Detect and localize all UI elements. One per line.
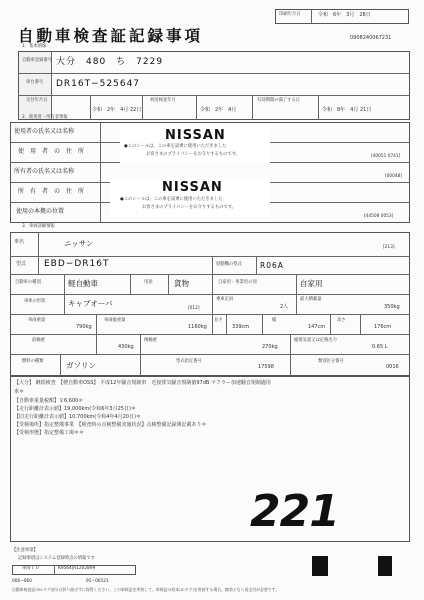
chassis-number: DR16T−525647 xyxy=(56,79,141,89)
sticker-text-line2: お客さまのプライバシーをお守りするものです。 xyxy=(142,205,236,210)
address-code-1: [40051 0741] xyxy=(371,154,401,159)
displacement: 0.65 L xyxy=(372,344,388,350)
business-label: 自家用・事業用の別 xyxy=(218,280,257,285)
first-reg-label: 初度検査年月 xyxy=(150,98,176,103)
maker-code: [213] xyxy=(383,245,395,250)
section-basic-info-heading: 1．基本情報 xyxy=(22,44,47,49)
capacity: 2人 xyxy=(280,304,289,310)
ic-tag-mark-right xyxy=(378,556,392,576)
remarks-line-2: 車＊ xyxy=(14,389,25,395)
vehicle-id-label: 車両ＩＤ xyxy=(22,566,40,571)
gross-weight-label: 車両総重量 xyxy=(104,318,126,323)
remarks-line-7: 【受検形態】指定整備工場＊＊ xyxy=(14,430,85,436)
gross-weight: 1160kg xyxy=(188,324,207,330)
max-load: 350kg xyxy=(384,304,400,310)
vehicle-type: 軽自動車 xyxy=(68,279,98,288)
rear-axle-weight: 270kg xyxy=(262,344,278,350)
vehicle-id: K9564|R1202899 xyxy=(58,566,96,571)
body-shape-code: [012] xyxy=(188,306,200,311)
category-number: 0016 xyxy=(386,364,399,370)
capacity-label: 乗車定員 xyxy=(216,297,234,302)
displacement-label: 総排気量又は定格出力 xyxy=(294,338,337,343)
notes-label: 【注意事項】 xyxy=(12,548,38,553)
height: 176cm xyxy=(374,324,392,330)
vehicle-use: 貨物 xyxy=(174,279,189,288)
remarks-line-6: 【受検場所】指定整備事業 【検査時の点検整備実施状況】点検整備記録簿記載あり＊ xyxy=(14,422,207,428)
document-number: 0908240067231 xyxy=(350,35,392,41)
owner-name-label: 所有者の氏名又は名称 xyxy=(14,168,75,175)
fuel-label: 燃料の種類 xyxy=(22,359,44,364)
address-code-3: [44508 0053] xyxy=(364,214,394,219)
print-date-label: 印刷年月日 xyxy=(279,12,301,17)
type-designation-number: 17598 xyxy=(258,364,274,370)
handwritten-number: 221 xyxy=(250,486,339,537)
first-reg-date: 令和 2年 4月 xyxy=(200,107,237,113)
issue-date-label: 交付年月日 xyxy=(26,98,48,103)
use-label: 用途 xyxy=(144,280,153,285)
print-date: 令和 6年 3月 28日 xyxy=(318,12,371,18)
notes-text: 記録事項はシステム登録時点の情報です xyxy=(18,556,95,561)
weight-label: 車両重量 xyxy=(28,318,46,323)
body-shape-label: 車体の形状 xyxy=(24,299,46,304)
remarks-line-3: 【自動車重量税額】￥6,600＊ xyxy=(14,398,84,404)
user-address-label: 使 用 者 の 住 所 xyxy=(18,148,85,155)
height-label: 高さ xyxy=(337,318,346,323)
section-vehicle-detail-heading: 3．車両詳細情報 xyxy=(22,224,55,229)
vehicle-weight: 790kg xyxy=(76,324,92,330)
width: 147cm xyxy=(308,324,326,330)
expiry-label: 有効期間の満了する日 xyxy=(257,98,300,103)
section-user-owner-heading: 2．使用者・所有者情報 xyxy=(22,115,68,120)
user-name-label: 使用者の氏名又は名称 xyxy=(14,128,75,135)
width-label: 幅 xyxy=(272,318,277,323)
fuel-type: ガソリン xyxy=(66,361,96,370)
front-axle-weight: 430kg xyxy=(118,344,134,350)
rear-axle-label: 後軸重 xyxy=(144,338,157,343)
maker-label: 車名 xyxy=(14,239,25,245)
document-title: 自動車検査証記録事項 xyxy=(18,27,204,45)
base-location-label: 使用の本拠の位置 xyxy=(16,208,65,215)
sticker-text-line1: ●このシールは、この車を試乗に使用いただきました xyxy=(124,144,227,149)
front-axle-label: 前軸重 xyxy=(32,338,45,343)
owner-address-label: 所 有 者 の 住 所 xyxy=(18,188,85,195)
model-label: 型式 xyxy=(16,261,27,267)
sticker-text-line2: お客さまのプライバシーをお守りするものです。 xyxy=(146,152,240,157)
length: 339cm xyxy=(232,324,250,330)
category-label: 類別区分番号 xyxy=(318,359,344,364)
reg-number: 大分 480 ち 7229 xyxy=(56,57,164,67)
sticker-text-line1: ●このシールは、この車を試乗に使用いただきました xyxy=(120,197,223,202)
engine-label: 原動機の型式 xyxy=(216,262,242,267)
max-load-label: 最大積載量 xyxy=(300,297,322,302)
remarks-line-4: 【走行距離計表示値】19,000km(令和6年3月25日)＊ xyxy=(14,406,136,412)
privacy-sticker-user xyxy=(120,125,270,163)
nissan-logo: NISSAN xyxy=(165,128,226,143)
maker-name: ニッサン xyxy=(64,239,94,248)
business-type: 自家用 xyxy=(300,279,323,288)
remarks-line-1: 【大分】 継続検査 【軽自動車OSS】 平成12年騒音規制車 近接排気騒音規制値97dB マフラー加速騒音規制適用 xyxy=(14,380,271,386)
chassis-label: 車台番号 xyxy=(26,80,44,85)
expiry-date: 令和 8年 4月 21日 xyxy=(322,107,372,113)
ic-tag-mark-left xyxy=(312,556,328,576)
type-designation-label: 型式指定番号 xyxy=(176,359,202,364)
address-code-2: [00048] xyxy=(385,174,403,179)
privacy-sticker-owner xyxy=(110,177,270,217)
nissan-logo: NISSAN xyxy=(162,180,223,195)
reg-number-label: 自動車登録番号 xyxy=(22,58,53,63)
remarks-line-5: 【旧走行距離計表示値】10,700km(令和4年4月20日)＊ xyxy=(14,414,141,420)
body-shape: キャブオーバ xyxy=(68,299,113,308)
footer-notice: 自動車検査証のICタグ部分は折り曲げずに保管ください。この車検証を所持して、車検証の原本(ICタグ)を所持する場合。無効となり再交付が必要です。 xyxy=(12,587,280,592)
footer-code-right: 95−00521 xyxy=(86,579,109,584)
engine-model: R06A xyxy=(260,261,284,270)
issue-date: 令和 2年 4月 22日 xyxy=(92,107,142,113)
vehicle-type-label: 自動車の種別 xyxy=(15,280,41,285)
model-code: EBD−DR16T xyxy=(44,259,110,269)
length-label: 長さ xyxy=(214,318,223,323)
footer-code-left: 006−060 xyxy=(12,579,33,584)
